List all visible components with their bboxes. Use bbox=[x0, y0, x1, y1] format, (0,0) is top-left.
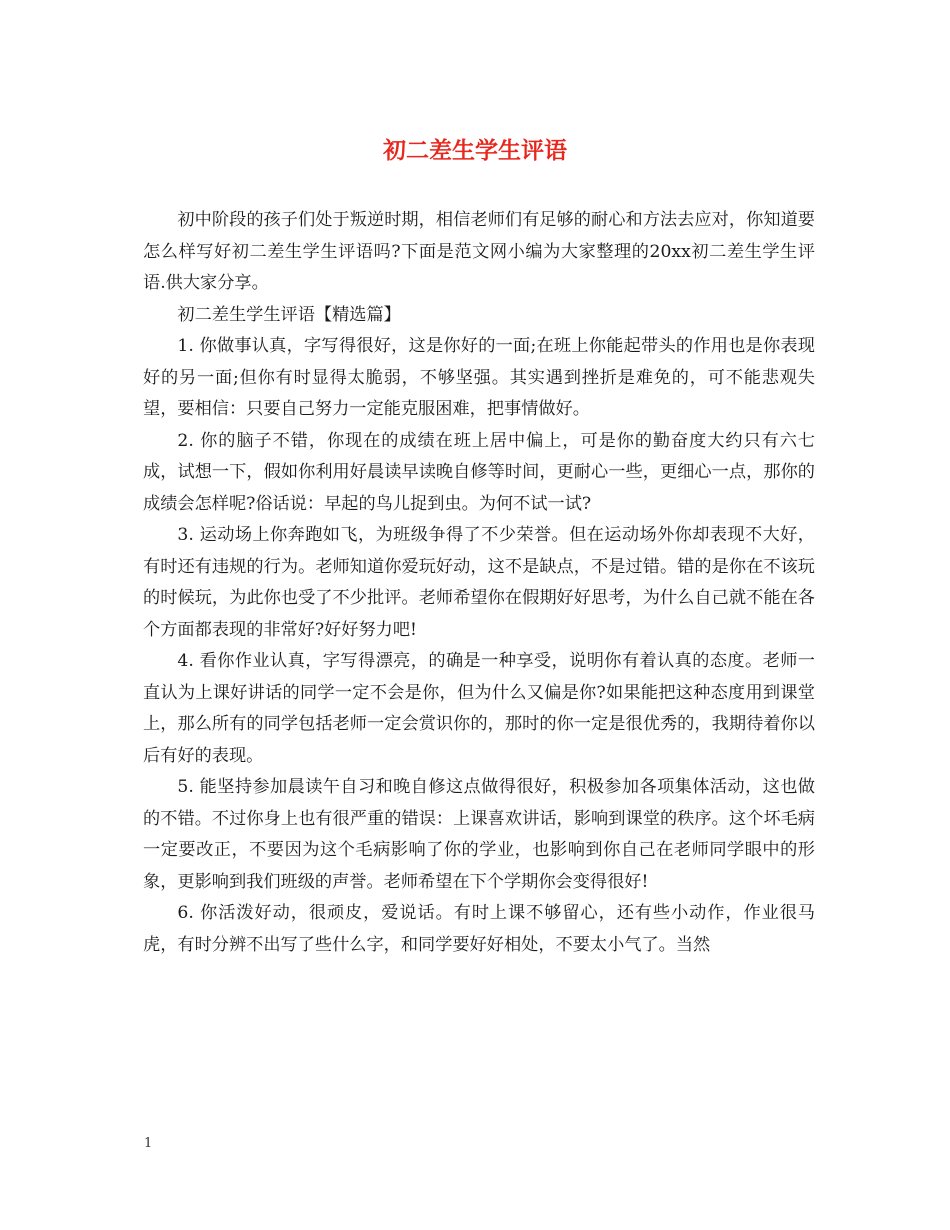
document-title: 初二差生学生评语 bbox=[383, 137, 567, 164]
section-heading: 初二差生学生评语【精选篇】 bbox=[177, 304, 401, 325]
page-number: 1 bbox=[144, 1136, 153, 1151]
paragraph-item-4: 4. 看你作业认真，字写得漂亮，的确是一种享受，说明你有着认真的态度。老师一直认为上课好讲话的同学一定不会是你，但为什么又偏是你?如果能把这种态度用到课堂上，那么所有的同学包括老师一定会赏识你的，那时的你一定是很优秀的，我期待着你以后有好的表现。 bbox=[143, 651, 815, 766]
paragraph-intro: 初中阶段的孩子们处于叛逆时期，相信老师们有足够的耐心和方法去应对，你知道要怎么样写好初二差生学生评语吗?下面是范文网小编为大家整理的20xx初二差生学生评语.供大家分享。 bbox=[143, 210, 815, 293]
paragraph-item-3: 3. 运动场上你奔跑如飞，为班级争得了不少荣誉。但在运动场外你却表现不大好，有时还有违规的行为。老师知道你爱玩好动，这不是缺点，不是过错。错的是你在不该玩的时候玩，为此你也受了不少批评。老师希望你在假期好好思考，为什么自己就不能在各个方面都表现的非常好?好好努力吧! bbox=[143, 525, 815, 640]
document-body bbox=[143, 205, 815, 961]
paragraph-item-6: 6. 你活泼好动，很顽皮，爱说话。有时上课不够留心，还有些小动作，作业很马虎，有时分辨不出写了些什么字，和同学要好好相处，不要太小气了。当然 bbox=[143, 903, 815, 955]
paragraph-item-2: 2. 你的脑子不错，你现在的成绩在班上居中偏上，可是你的勤奋度大约只有六七成，试想一下，假如你利用好晨读早读晚自修等时间，更耐心一些，更细心一点，那你的成绩会怎样呢?俗话说：早起的鸟儿捉到虫。为何不试一试? bbox=[143, 430, 815, 514]
paragraph-item-1: 1. 你做事认真，字写得很好，这是你好的一面;在班上你能起带头的作用也是你表现好的另一面;但你有时显得太脆弱，不够坚强。其实遇到挫折是难免的，可不能悲观失望，要相信：只要自己努力一定能克服困难，把事情做好。 bbox=[143, 336, 815, 419]
paragraph-item-5: 5. 能坚持参加晨读午自习和晚自修这点做得很好，积极参加各项集体活动，这也做的不错。不过你身上也有很严重的错误：上课喜欢讲话，影响到课堂的秩序。这个坏毛病一定要改正，不要因为这个毛病影响了你的学业，也影响到你自己在老师同学眼中的形象，更影响到我们班级的声誉。老师希望在下个学期你会变得很好! bbox=[143, 777, 815, 892]
